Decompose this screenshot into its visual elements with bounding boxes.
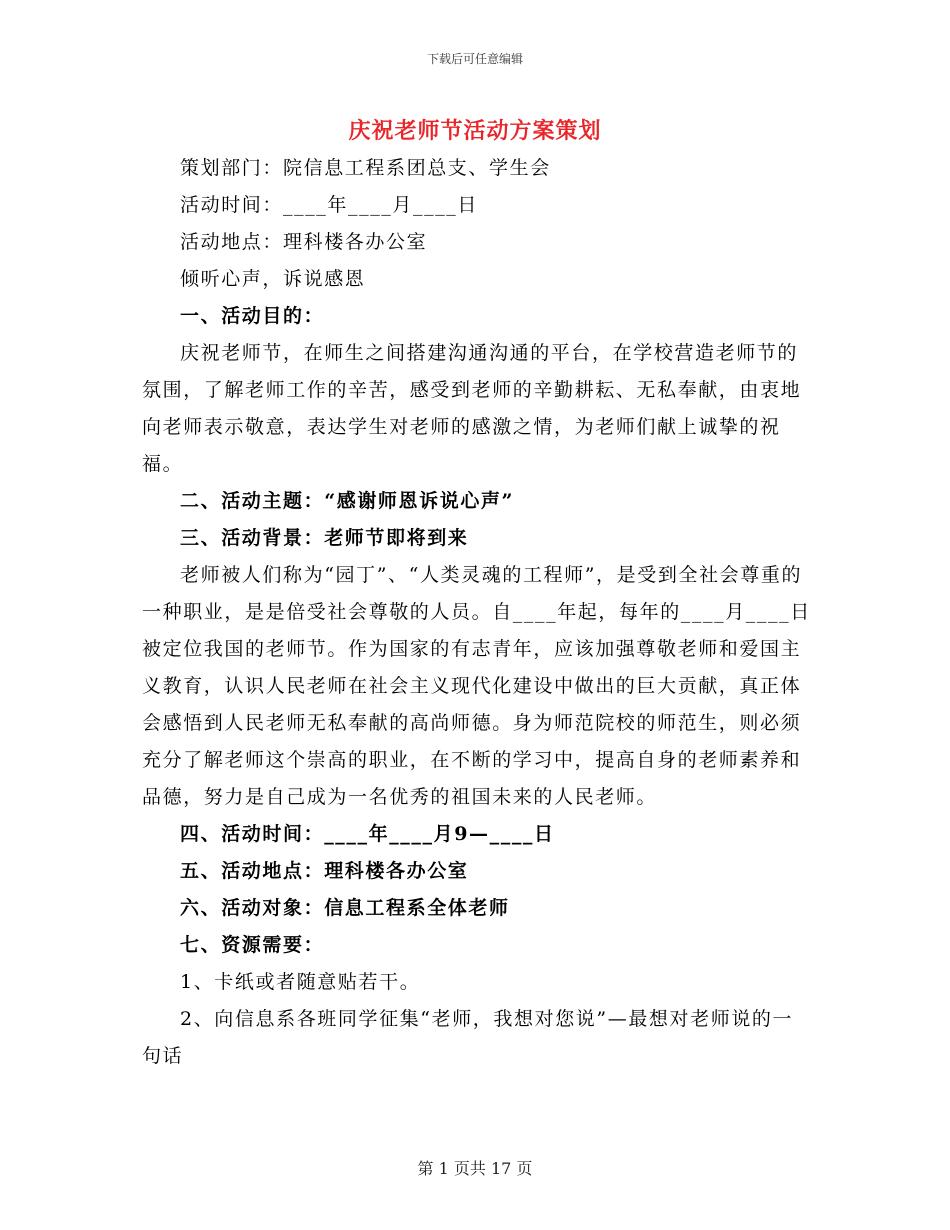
- document-title: 庆祝老师节活动方案策划: [348, 118, 602, 144]
- background-paragraph: 老师被人们称为“园丁”、“人类灵魂的工程师”，是受到全社会尊重的一种职业，是是倍受社会尊敬的人员。自____年起，每年的____月____日被定位我国的老师节。作为国家的有志青年，应该加强尊敬老师和爱国主义教育，认识人民老师在社会主义现代化建设中做出的巨大贡献，真正体会感悟到人民老师无私奉献的高尚师德。身为师范院校的师范生，则必须充分了解老师这个崇高的职业，在不断的学习中，提高自身的老师素养和品德，努力是自己成为一名优秀的祖国未来的人民老师。: [142, 564, 811, 808]
- document-body: [142, 150, 812, 1075]
- section-heading-resources: 七、资源需要：: [180, 934, 325, 956]
- slogan-line: 倾听心声，诉说感恩: [180, 268, 366, 290]
- section-heading-audience: 六、活动对象：信息工程系全体老师: [180, 897, 510, 919]
- section-heading-purpose: 一、活动目的：: [180, 305, 325, 327]
- page-footer: 第 1 页共 17 页: [417, 1159, 533, 1178]
- resource-item-1: 1、卡纸或者随意贴若干。: [180, 971, 421, 993]
- activity-time-line: 活动时间：____年____月____日: [180, 194, 479, 216]
- section-heading-background: 三、活动背景：老师节即将到来: [180, 527, 469, 549]
- header-note: 下载后可任意编辑: [426, 52, 523, 66]
- planning-department: 策划部门：院信息工程系团总支、学生会: [180, 157, 551, 179]
- section-heading-location: 五、活动地点：理科楼各办公室: [180, 860, 469, 882]
- section-heading-time: 四、活动时间：____年____月9—____日: [180, 823, 555, 845]
- resource-item-2: 2、向信息系各班同学征集“老师，我想对您说”—最想对老师说的一句话: [142, 1008, 794, 1067]
- section-heading-theme: 二、活动主题：“感谢师恩诉说心声”: [180, 490, 515, 512]
- activity-location-line: 活动地点：理科楼各办公室: [180, 231, 428, 253]
- purpose-paragraph: 庆祝老师节，在师生之间搭建沟通沟通的平台，在学校营造老师节的氛围，了解老师工作的辛苦，感受到老师的辛勤耕耘、无私奉献，由衷地向老师表示敬意，表达学生对老师的感激之情，为老师们献上诚挚的祝福。: [142, 342, 802, 475]
